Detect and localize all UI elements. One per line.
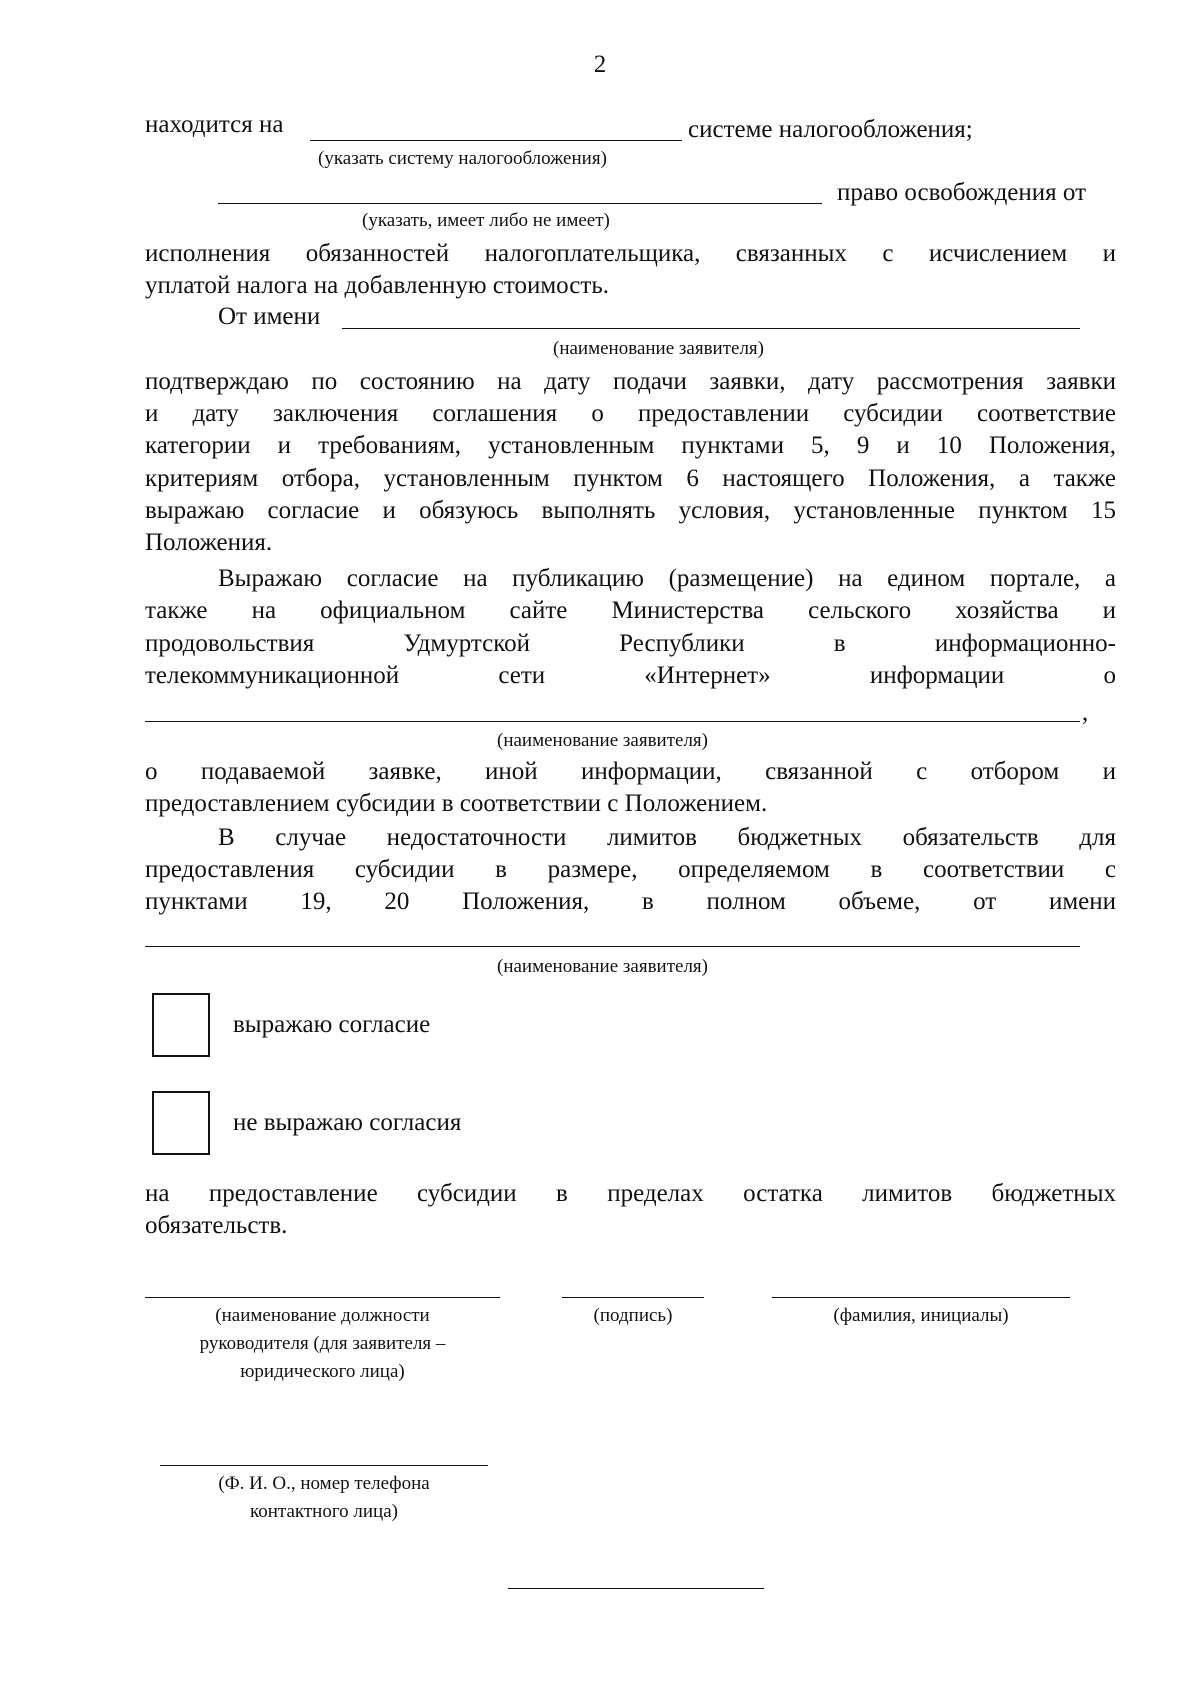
position-caption-line-1: (наименование должности [215,1305,430,1326]
tax-prefix: находится на [145,111,284,138]
confirm-line-2: и дату заключения соглашения о предоставлении субсидии соответствие [145,400,1116,427]
applicant-name-caption-1: (наименование заявителя) [553,338,764,359]
contact-caption-line-2: контактного лица) [249,1501,398,1522]
confirm-last-line: Положения. [145,529,273,556]
limits-line-1: В случае недостаточности лимитов бюджетных обязательств для [218,824,1116,851]
applicant-name-blank-line-2 [145,721,1080,722]
position-caption-line-3: юридического лица) [240,1361,405,1382]
final-line-2: обязательств. [145,1212,288,1239]
exemption-caption: (указать, имеет либо не имеет) [362,210,610,231]
name-caption: (фамилия, инициалы) [833,1305,1009,1326]
confirm-line-1: подтверждаю по состоянию на дату подачи заявки, дату рассмотрения заявки [145,368,1116,395]
publication-line-2: также на официальном сайте Министерства сельского хозяйства и [145,597,1116,624]
tax-system-blank-line [310,140,682,141]
confirm-line-3: категории и требованиям, установленным пунктами 5, 9 и 10 Положения, [145,432,1116,459]
name-signature-line [772,1297,1070,1298]
publication-after-line-1: о подаваемой заявке, иной информации, связанной с отбором и [145,758,1116,785]
applicant-name-caption-3: (наименование заявителя) [497,956,708,977]
signature-caption: (подпись) [593,1305,673,1326]
publication-line-4: телекоммуникационной сети «Интернет» информации о [145,662,1116,689]
page-number: 2 [593,51,607,78]
contact-line [160,1465,488,1466]
publication-line-3: продовольствия Удмуртской Республики в информационно- [145,630,1116,657]
publication-after-line-2: предоставлением субсидии в соответствии с Положением. [145,790,768,817]
applicant-name-caption-2: (наименование заявителя) [497,730,708,751]
exemption-suffix: право освобождения от [837,179,1086,206]
end-separator-line [508,1588,764,1589]
signature-line [562,1297,704,1298]
agree-label: выражаю согласие [233,1011,431,1038]
on-behalf-prefix: От имени [218,303,321,330]
disagree-label: не выражаю согласия [233,1109,462,1136]
publication-line-1: Выражаю согласие на публикацию (размещение) на едином портале, а [218,565,1116,592]
confirm-line-5: выражаю согласие и обязуюсь выполнять условия, установленные пунктом 15 [145,497,1116,524]
position-caption-line-2: руководителя (для заявителя – [199,1333,446,1354]
limits-line-2: предоставления субсидии в размере, определяемом в соответствии с [145,856,1116,883]
applicant-name-blank-line-3 [145,946,1080,947]
contact-caption-line-1: (Ф. И. О., номер телефона [218,1473,430,1494]
limits-line-3: пунктами 19, 20 Положения, в полном объеме, от имени [145,888,1116,915]
exemption-text-line2: уплатой налога на добавленную стоимость. [145,272,609,299]
contact-caption [160,1470,488,1526]
disagree-checkbox[interactable] [152,1091,210,1155]
tax-caption: (указать систему налогообложения) [318,148,607,169]
publication-comma: , [1082,699,1089,726]
exemption-blank-line [218,203,822,204]
tax-suffix: системе налогообложения; [688,116,973,143]
position-signature-line [145,1297,500,1298]
final-line-1: на предоставление субсидии в пределах остатка лимитов бюджетных [145,1180,1116,1207]
agree-checkbox[interactable] [152,993,210,1057]
applicant-name-blank-line-1 [342,328,1080,329]
position-caption [145,1302,500,1386]
exemption-text-line1: исполнения обязанностей налогоплательщика, связанных с исчислением и [145,240,1116,267]
confirm-line-4: критериям отбора, установленным пунктом 6 настоящего Положения, а также [145,465,1116,492]
